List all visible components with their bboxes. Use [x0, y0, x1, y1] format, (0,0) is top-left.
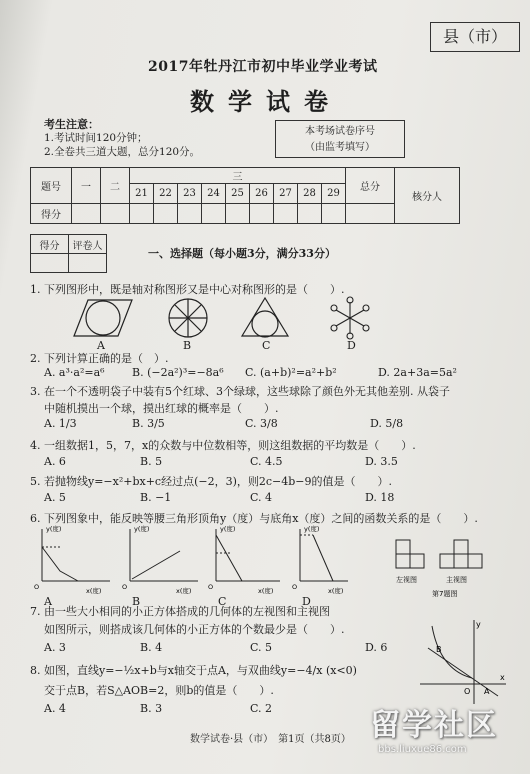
sub-col-header: 29	[322, 184, 346, 204]
axis-y-label: y(度)	[220, 525, 236, 533]
left-view	[396, 540, 424, 568]
q8-option-c[interactable]: C. 2	[250, 702, 273, 715]
question-4: 4. 一组数据1，5，7，x的众数与中位数相等，则这组数据的平均数是（ ）.	[30, 439, 416, 452]
axis-x-label: x(度)	[176, 587, 192, 595]
q6-graph-d	[300, 529, 348, 581]
q4-option-c[interactable]: C. 4.5	[250, 455, 283, 468]
axis-label: x	[500, 673, 505, 682]
notice-item: 2.全卷共三道大题，总分120分。	[44, 146, 201, 158]
paper-title: 数学试卷	[190, 87, 342, 116]
score-cell[interactable]	[101, 204, 130, 224]
sub-col-header: 25	[226, 184, 250, 204]
q5-option-a[interactable]: A. 5	[44, 491, 66, 504]
watermark-url: bbs.liuxue86.com	[378, 744, 467, 755]
score-cell[interactable]	[72, 204, 101, 224]
row-label: 得分	[31, 204, 72, 224]
page-footer: 数学试卷·县（市） 第1页（共8页）	[190, 734, 351, 745]
q7-option-b[interactable]: B. 4	[140, 641, 163, 654]
q2-option-c[interactable]: C. (a+b)²=a²+b²	[245, 366, 337, 379]
q2-option-d[interactable]: D. 2a+3a=5a²	[378, 366, 457, 379]
grader-name-cell[interactable]	[69, 254, 107, 273]
sub-col-header: 23	[178, 184, 202, 204]
q5-option-b[interactable]: B. −1	[140, 491, 172, 504]
q5-option-c[interactable]: C. 4	[250, 491, 273, 504]
score-cell[interactable]	[298, 204, 322, 224]
question-7-line1: 7. 由一些大小相同的小正方体搭成的几何体的左视图和主视图	[30, 605, 330, 618]
total-header: 总分	[346, 168, 395, 204]
question-1: 1. 下列图形中，既是轴对称图形又是中心对称图形的是（ ）.	[30, 283, 345, 296]
q4-option-b[interactable]: B. 5	[140, 455, 163, 468]
row-label: 题号	[31, 168, 72, 204]
score-cell[interactable]	[202, 204, 226, 224]
checker-header: 核分人	[395, 168, 460, 224]
q3-option-d[interactable]: D. 5/8	[370, 417, 404, 430]
group-header: 三	[130, 168, 346, 184]
seat-box-line: （由监考填写）	[305, 142, 375, 153]
score-cell[interactable]	[322, 204, 346, 224]
axis-x-label: x(度)	[258, 587, 274, 595]
notice-heading: 考生注意：	[44, 118, 99, 131]
front-view	[440, 540, 482, 568]
origin-label: O	[34, 583, 40, 591]
q7-views-figure	[392, 530, 502, 600]
sub-col-header: 26	[250, 184, 274, 204]
q4-option-d[interactable]: D. 3.5	[365, 455, 398, 468]
county-box: 县（市）	[430, 22, 520, 52]
grader-score-cell[interactable]	[31, 254, 69, 273]
origin-label: O	[208, 583, 214, 591]
sub-col-header: 27	[274, 184, 298, 204]
q3-option-a[interactable]: A. 1/3	[44, 417, 77, 430]
axis-label: y	[476, 620, 481, 629]
q6-graph-b	[130, 529, 198, 581]
question-8-line2: 交于点B，若S△AOB=2，则b的值是（ ）.	[44, 684, 274, 697]
view-caption: 左视图	[396, 576, 417, 584]
sub-col-header: 22	[154, 184, 178, 204]
q1-figure-a	[74, 300, 132, 336]
watermark-brand: 留学社区	[370, 708, 498, 743]
question-6: 6. 下列图象中，能反映等腰三角形顶角y（度）与底角x（度）之间的函数关系的是（ ）.	[30, 512, 478, 525]
figure-caption: 第7题图	[432, 590, 458, 598]
q6-graph-a	[42, 529, 110, 581]
q1-figure-b	[169, 299, 207, 337]
origin-label: O	[464, 687, 471, 696]
col-header: 二	[101, 168, 130, 204]
q2-option-b[interactable]: B. (−2a²)³=−8a⁶	[132, 366, 224, 379]
q1-figure-d	[331, 297, 369, 339]
q7-option-a[interactable]: A. 3	[44, 641, 66, 654]
q5-option-d[interactable]: D. 18	[365, 491, 395, 504]
axis-x-label: x(度)	[86, 587, 102, 595]
q6-label: D	[302, 595, 311, 608]
question-2: 2. 下列计算正确的是（ ）.	[30, 352, 169, 365]
axis-x-label: x(度)	[328, 587, 344, 595]
q1-label: C	[262, 339, 271, 352]
q2-option-a[interactable]: A. a³·a²=a⁶	[44, 366, 105, 379]
sub-col-header: 28	[298, 184, 322, 204]
q1-label: D	[347, 339, 356, 352]
score-cell[interactable]	[154, 204, 178, 224]
point-label: A	[484, 687, 490, 696]
question-7-line2: 如图所示，则搭成该几何体的小正方体的个数最少是（ ）.	[44, 623, 345, 636]
q1-label: A	[97, 339, 105, 352]
point-label: B	[436, 645, 442, 654]
origin-label: O	[292, 583, 298, 591]
q7-option-c[interactable]: C. 5	[250, 641, 273, 654]
sub-col-header: 24	[202, 184, 226, 204]
question-3-line2: 中随机摸出一个球，摸出红球的概率是（ ）.	[44, 402, 279, 415]
grader-table	[30, 234, 107, 273]
q6-label: B	[132, 595, 141, 608]
score-cell[interactable]	[130, 204, 154, 224]
axis-y-label: y(度)	[46, 525, 62, 533]
q8-figure	[418, 618, 508, 706]
q6-graph-c	[216, 529, 280, 581]
score-cell[interactable]	[346, 204, 395, 224]
exam-title: 2017年牡丹江市初中毕业学业考试	[148, 59, 378, 75]
q7-option-d[interactable]: D. 6	[365, 641, 388, 654]
q3-option-b[interactable]: B. 3/5	[132, 417, 165, 430]
notice-item: 1.考试时间120分钟；	[44, 132, 148, 144]
q6-label: C	[218, 595, 227, 608]
q1-figure-c	[242, 298, 288, 337]
question-3-line1: 3. 在一个不透明袋子中装有5个红球、3个绿球，这些球除了颜色外无其他差别. 从袋子	[30, 385, 450, 398]
origin-label: O	[122, 583, 128, 591]
q6-label: A	[44, 595, 52, 608]
grader-score-label: 得分	[31, 235, 69, 254]
q1-label: B	[183, 339, 192, 352]
score-cell[interactable]	[250, 204, 274, 224]
q6-graphs	[30, 523, 350, 605]
q4-option-a[interactable]: A. 6	[44, 455, 66, 468]
seat-box-line: 本考场试卷序号	[305, 126, 375, 137]
axis-y-label: y(度)	[134, 525, 150, 533]
q3-option-c[interactable]: C. 3/8	[245, 417, 278, 430]
q1-figures	[60, 296, 400, 340]
col-header: 一	[72, 168, 101, 204]
score-cell[interactable]	[274, 204, 298, 224]
question-8-line1: 8. 如图，直线y=−½x+b与x轴交于点A，与双曲线y=−4/x (x<0)	[30, 664, 357, 677]
axis-y-label: y(度)	[304, 525, 320, 533]
score-table	[30, 167, 460, 224]
seat-number-box	[275, 120, 405, 158]
sub-col-header: 21	[130, 184, 154, 204]
view-caption: 主视图	[446, 576, 467, 584]
question-5: 5. 若抛物线y=−x²+bx+c经过点(−2，3)，则2c−4b−9的值是（ ）.	[30, 475, 393, 488]
section-heading: 一、选择题（每小题3分，满分33分）	[148, 247, 336, 260]
score-cell[interactable]	[178, 204, 202, 224]
q8-option-b[interactable]: B. 3	[140, 702, 163, 715]
score-cell[interactable]	[226, 204, 250, 224]
grader-name-label: 评卷人	[69, 235, 107, 254]
q8-option-a[interactable]: A. 4	[44, 702, 66, 715]
